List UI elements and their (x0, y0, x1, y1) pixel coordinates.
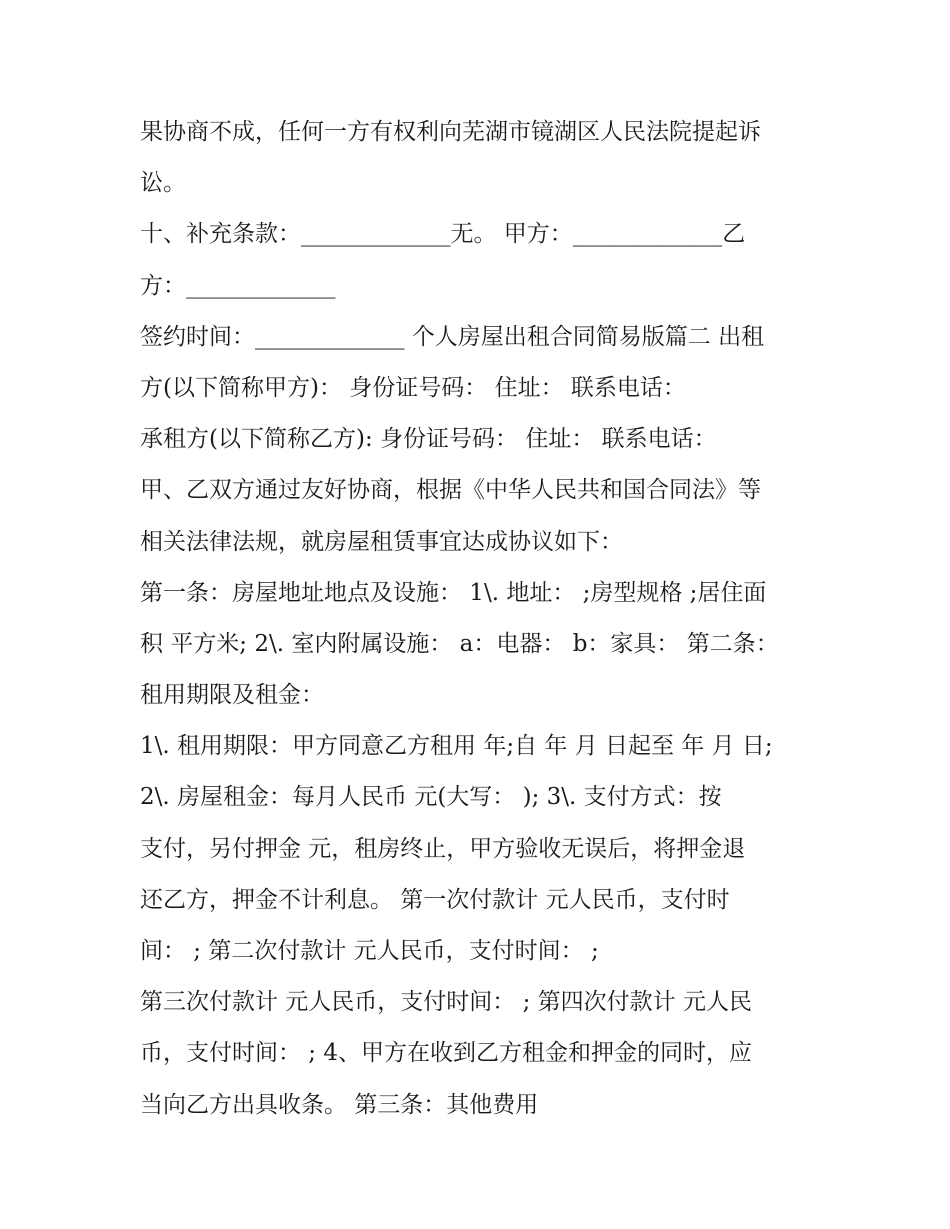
text-line: 甲、乙双方通过友好协商，根据《中华人民共和国合同法》等 (140, 477, 761, 504)
text-line: 第三次付款计 元人民币，支付时间： ; 第四次付款计 元人民 (140, 989, 752, 1016)
text-line: 2\. 房屋租金：每月人民币 元(大写： ); 3\. 支付方式：按 (140, 784, 722, 811)
text-line: 相关法律法规，就房屋租赁事宜达成协议如下： (140, 528, 623, 555)
text-line: 十、补充条款：_____________无。 甲方：_____________乙 (140, 221, 746, 248)
text-line: 方(以下简称甲方)： 身份证号码： 住址： 联系电话： (140, 374, 686, 401)
text-line: 租用期限及租金： (140, 682, 324, 709)
text-line: 间： ; 第二次付款计 元人民币，支付时间： ; (140, 938, 599, 964)
text-line: 当向乙方出具收条。 第三条：其他费用 (140, 1091, 539, 1118)
text-line: 币，支付时间： ; 4、甲方在收到乙方租金和押金的同时，应 (140, 1040, 753, 1067)
text-line: 果协商不成，任何一方有权利向芜湖市镜湖区人民法院提起诉 (140, 119, 761, 145)
text-line: 承租方(以下简称乙方): 身份证号码： 住址： 联系电话： (140, 426, 717, 453)
text-line: 积 平方米; 2\. 室内附属设施： a：电器： b：家具： 第二条： (140, 630, 779, 657)
text-line: 签约时间：_____________ 个人房屋出租合同简易版篇二 出租 (140, 323, 765, 350)
text-line: 方：_____________ (140, 272, 336, 299)
text-line: 支付，另付押金 元，租房终止，甲方验收无误后，将押金退 (140, 835, 746, 862)
text-line: 还乙方，押金不计利息。 第一次付款计 元人民币，支付时 (140, 886, 730, 913)
text-line: 讼。 (140, 170, 186, 197)
contract-text (140, 107, 830, 1131)
text-line: 1\. 租用期限：甲方同意乙方租用 年;自 年 月 日起至 年 月 日; (140, 733, 773, 760)
text-line: 第一条：房屋地址地点及设施： 1\. 地址： ;房型规格 ;居住面 (140, 579, 767, 606)
